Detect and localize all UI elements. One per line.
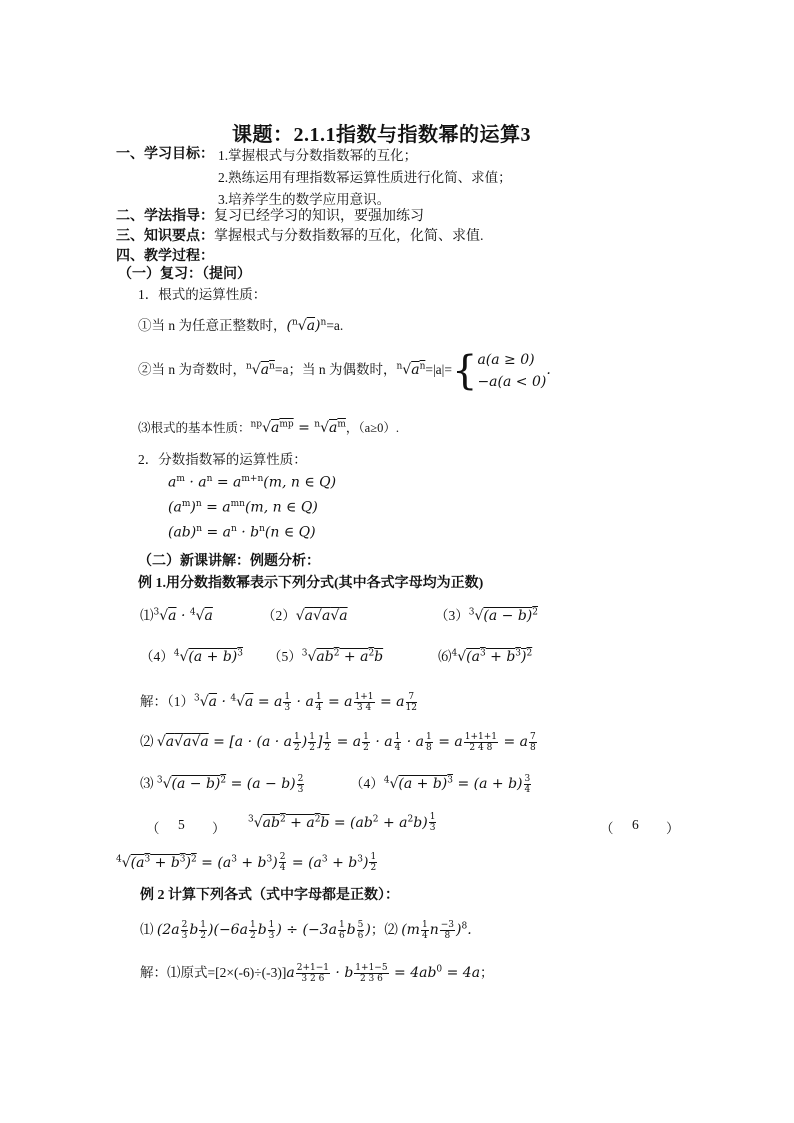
solution-6: $^4√(a^3 + b^3)^2 = (a^3 + b^3)$ $\frac{2}{4}$ = $(a^3 + b^3)$ $\frac{1}{2}$	[116, 852, 377, 873]
goal-2: 2.熟练运用有理指数幂运算性质进行化简、求值；	[218, 170, 512, 185]
rule-3: $(ab)^n = a^n \cdot b^n(n$ ∈ Q)	[168, 524, 316, 541]
goals-label: 一、学习目标：	[116, 147, 214, 162]
ex1-item-6: $⑹^4√(a^3 + b^3)^2$	[438, 648, 533, 665]
ex1-item-4: $(4)^4√(a + b)^3$	[140, 648, 244, 665]
solution-3: ⑶ $^3√(a - b)^2 = (a - b)$ $\frac{2}{3}$	[140, 773, 304, 795]
review-item-2: 2．分数指数幂的运算性质：	[138, 452, 307, 467]
method-label: 二、学法指导：	[116, 209, 214, 224]
solution-2: ⑵ √a√a√a = [a · (a · a $\frac{1}{2}$ ) $\frac{1}{2}$ ] $\frac{1}{2}$ = a $\frac{1}{2}$ · a $\frac{1}{4}$ · a $\frac{1}{8}$ = a $\frac{1+1+1}{2 4 8}$ = a $\frac{7}{8}$	[140, 731, 536, 753]
ex1-item-3: $(3)^3√(a - b)^2$	[435, 607, 539, 624]
method-text: 复习已经学习的知识，要强加练习	[214, 209, 424, 224]
ex1-item-5: $(5)^3√ab^2 + a^2b$	[268, 648, 384, 665]
example-1-title: 例 1.用分数指数幂表示下列分式(其中各式字母均为正数)	[138, 576, 484, 591]
ex1-item-2: （2）√a√a√a	[262, 608, 348, 624]
solution-ex2: 解：⑴原式=[2×(-6)÷(-3)]a $\frac{2+1-1}{3 2 6}$ · b $\frac{1+1-5}{2 3 6}$ = $4ab^0 = 4a$；	[140, 962, 494, 984]
solution-6-close: ）	[666, 821, 680, 836]
solution-4: $(4)^4√(a + b)^3 = (a + b)$ $\frac{3}{4}$	[350, 773, 531, 795]
solution-5: $^3√ab^2 + a^2b = (ab^2 + a^2b)$ $\frac{1}{3}$	[248, 812, 436, 833]
solution-5-open: （	[146, 821, 160, 836]
rule-1: $a^m \cdot a^n = a^{m+n}(m$, n ∈ Q)	[168, 474, 337, 491]
solution-6-open: （	[600, 821, 614, 836]
property-1: ①当 n 为任意正整数时，$(^n√a)^n=a$.	[138, 317, 344, 334]
goal-1: 1.掌握根式与分数指数幂的互化；	[218, 148, 418, 163]
property-3: ⑶根式的基本性质：$^{np}√a^{mp} = ^n√a^m$，（a≥0）.	[138, 419, 399, 436]
example-2-title: 例 2 计算下列各式（式中字母都是正数）：	[140, 888, 399, 903]
solution-6-num: 6	[632, 817, 639, 832]
property-2: ②当 n 为奇数时，$^n√a^n=a$；当 n 为偶数时，$^n√a^n=|a|=${ a(a ≥ 0) −a(a < 0) .	[138, 348, 551, 394]
key-row	[116, 225, 484, 245]
solution-5-num: 5	[178, 817, 185, 832]
page-title: 课题：2.1.1指数与指数幂的运算3	[232, 124, 531, 146]
key-text: 掌握根式与分数指数幂的互化，化简、求值.	[214, 229, 484, 244]
newlesson-heading: （二）新课讲解：例题分析：	[138, 554, 320, 569]
solution-5-close: ）	[212, 821, 226, 836]
method-row	[116, 205, 424, 225]
process-label: 四、教学过程：	[116, 249, 214, 264]
key-label: 三、知识要点：	[116, 229, 214, 244]
goal-3: 3.培养学生的数学应用意识。	[218, 192, 391, 207]
review-heading: （一）复习：（提问）	[118, 267, 251, 282]
ex2-items: ⑴ (2a $\frac{2}{3}$ b $\frac{1}{2}$ )(−6a $\frac{1}{2}$ b $\frac{1}{3}$ ) ÷ (−3a $\frac{1}{6}$ b $\frac{5}{6}$ )；⑵ (m $\frac{1}{4}$ n $\frac{-3}{8}$ )$^8$.	[140, 919, 472, 941]
rule-2: $(a^m)^n = a^{mn}(m$, n ∈ Q)	[168, 499, 318, 516]
review-item-1: 1．根式的运算性质：	[138, 287, 267, 302]
ex1-item-1: ⑴$^3$√a · $^4$√a	[140, 607, 213, 624]
solution-1: 解：$(1)^3√a \cdot ^4√a = a$ $\frac{1}{3}$ · a $\frac{1}{4}$ = a $\frac{1+1}{3 4}$ = a $\frac{7}{12}$	[140, 691, 417, 713]
